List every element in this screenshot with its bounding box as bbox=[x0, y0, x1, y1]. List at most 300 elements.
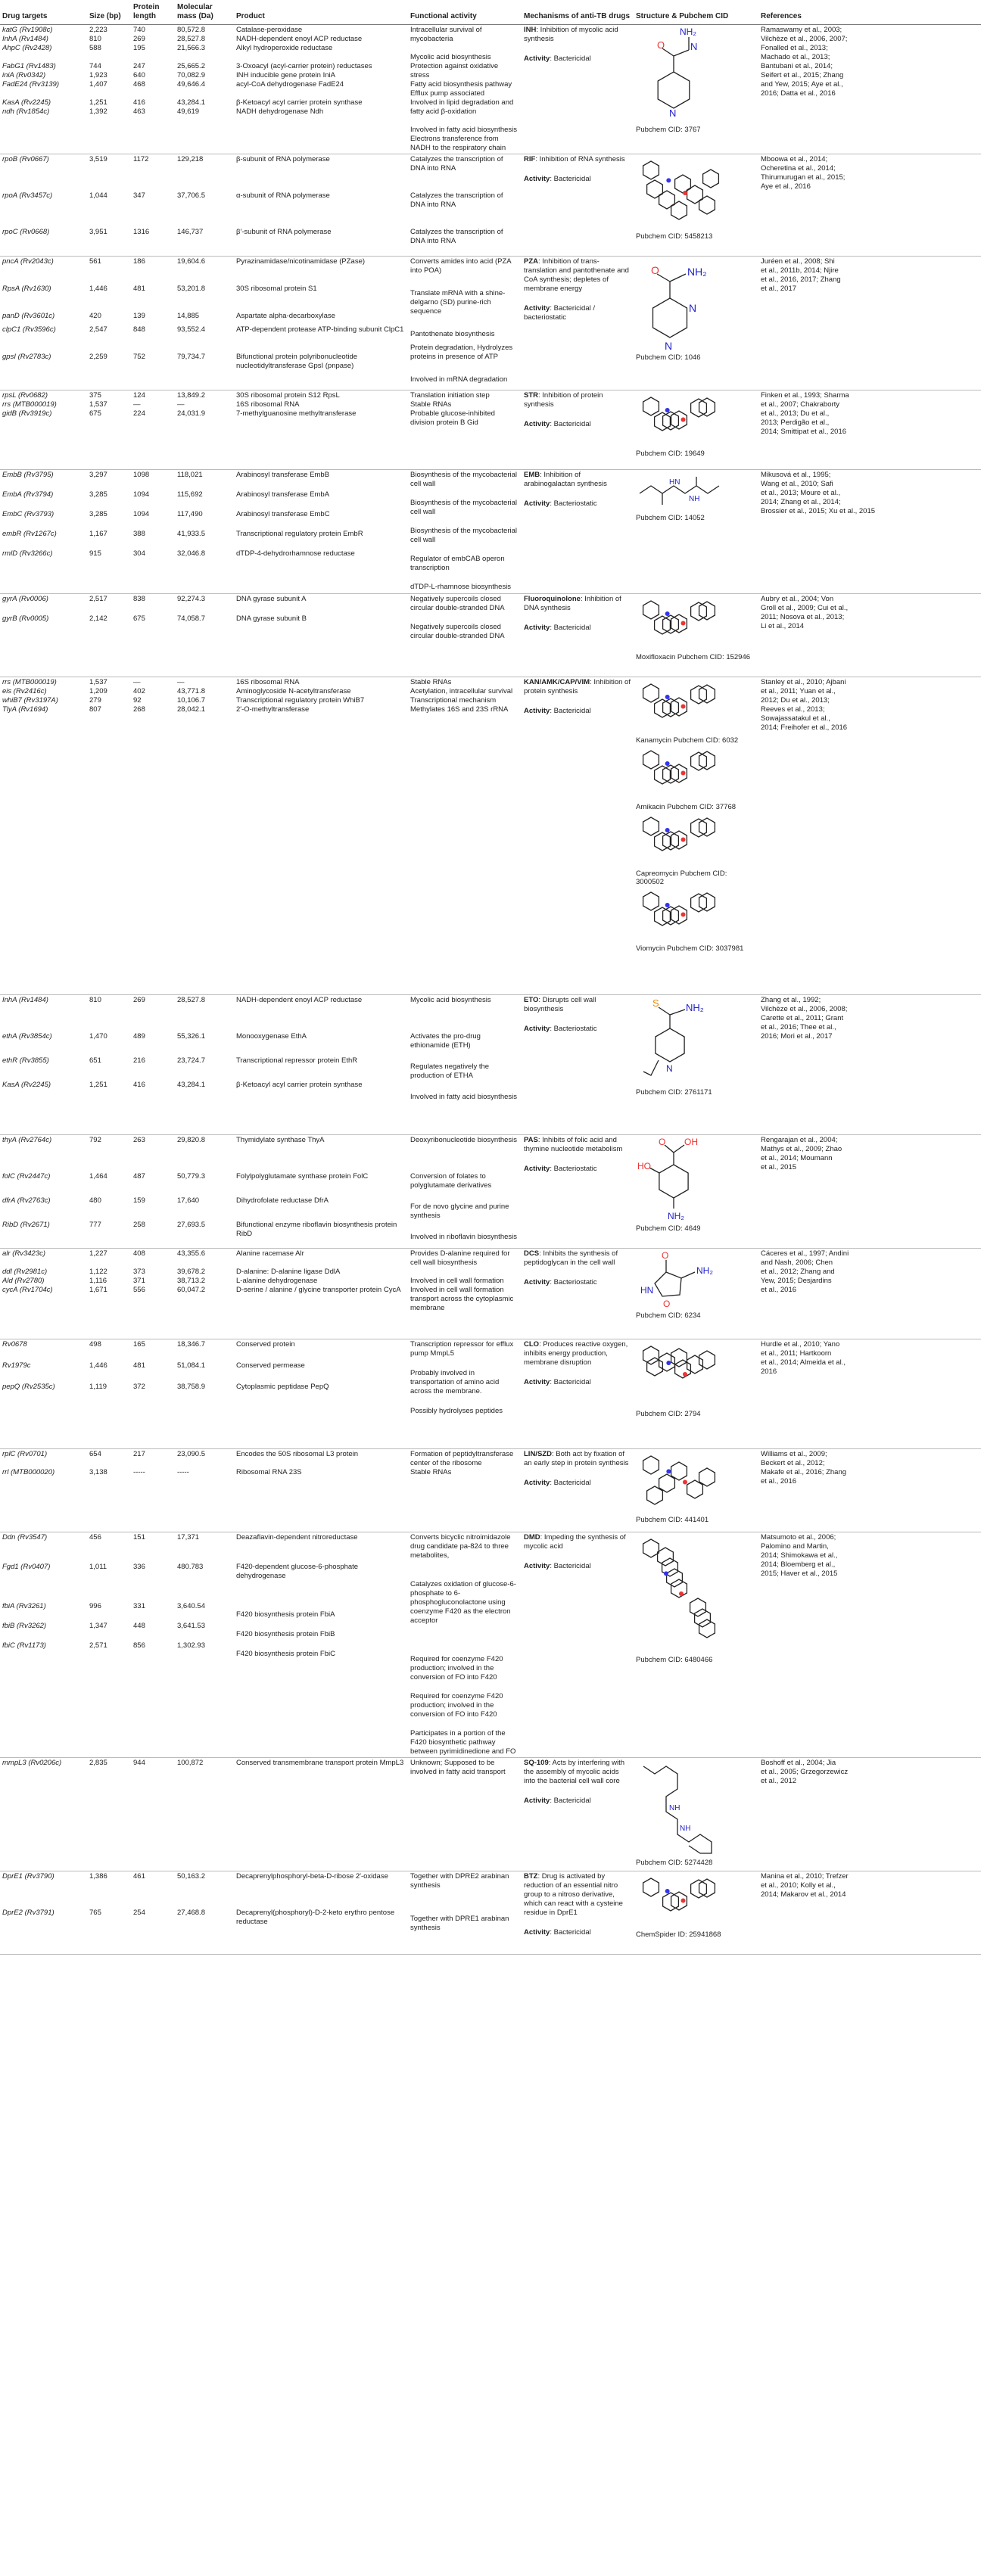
functional-activity-line: Unknown; Supposed to be involved in fatty acid transport bbox=[410, 1759, 506, 1776]
functional-activity-line: Involved in cell wall formation bbox=[410, 1277, 504, 1285]
activity-value: : Bactericidal bbox=[550, 420, 591, 428]
functional-activity-line: Transcription repressor for efflux pump MmpL5 bbox=[410, 1340, 514, 1358]
drug-target-line: rmlD (Rv3266c) bbox=[2, 549, 53, 558]
references-line: 2011; Nosova et al., 2013; bbox=[761, 613, 845, 621]
structure bbox=[634, 470, 758, 594]
molecular-mass-line: 32,046.8 bbox=[177, 549, 205, 558]
molecular-mass bbox=[175, 1758, 234, 1871]
product-line: Ribosomal RNA 23S bbox=[236, 1468, 302, 1476]
size-bp-line: 1,251 bbox=[89, 1081, 107, 1089]
structure-item bbox=[636, 471, 756, 522]
product-line: β′-subunit of RNA polymerase bbox=[236, 228, 332, 236]
molecular-mass-line: 27,693.5 bbox=[177, 1221, 205, 1229]
protein-length-line: 388 bbox=[133, 530, 145, 538]
size-bp-line: 2,835 bbox=[89, 1759, 107, 1767]
table-row bbox=[0, 1339, 981, 1449]
functional-activity-line: Negatively supercoils closed circular double-stranded DNA bbox=[410, 623, 505, 640]
svg-text:HN: HN bbox=[669, 478, 680, 487]
molecular-mass-line: 480.783 bbox=[177, 1563, 204, 1571]
functional-activity bbox=[408, 154, 522, 257]
molecular-mass-line: 24,031.9 bbox=[177, 409, 205, 418]
molecular-mass-line bbox=[177, 520, 232, 530]
svg-text:O: O bbox=[651, 264, 659, 276]
drug-target-line: ethR (Rv3855) bbox=[2, 1056, 49, 1065]
size-bp-line: 3,297 bbox=[89, 471, 107, 479]
drug-target bbox=[0, 995, 87, 1135]
molecular-mass-line: 41,933.5 bbox=[177, 530, 205, 538]
size-bp-line bbox=[89, 1209, 129, 1221]
functional-activity-line: Involved in lipid degradation and fatty acid β-oxidation bbox=[410, 98, 514, 116]
product-line: Arabinosyl transferase EmbC bbox=[236, 510, 330, 518]
drug-target-line: DprE1 (Rv3790) bbox=[2, 1872, 54, 1881]
size-bp-line: 915 bbox=[89, 549, 101, 558]
structure bbox=[634, 1532, 758, 1758]
svg-text:NH: NH bbox=[680, 1825, 691, 1833]
product-line: NADH-dependent enoyl ACP reductase bbox=[236, 35, 363, 43]
references bbox=[758, 594, 981, 677]
size-bp-line bbox=[89, 1884, 129, 1896]
chemical-structure-icon bbox=[636, 811, 730, 868]
structure bbox=[634, 1449, 758, 1532]
functional-activity-line bbox=[410, 210, 519, 228]
protein-length-line: 752 bbox=[133, 353, 145, 361]
drug-target-line: ddl (Rv2981c) bbox=[2, 1268, 48, 1276]
structure-item bbox=[636, 595, 756, 661]
references-line: Li et al., 2014 bbox=[761, 622, 805, 630]
col-header: Protein length bbox=[131, 0, 175, 25]
drug-name: BTZ bbox=[524, 1872, 538, 1881]
drug-name: Fluoroquinolone bbox=[524, 595, 581, 603]
size-bp-line: 1,044 bbox=[89, 191, 107, 200]
molecular-mass-line bbox=[177, 1148, 232, 1160]
drug-name: DMD bbox=[524, 1533, 540, 1542]
product-line: Decaprenyl(phosphoryl)-D-2-keto erythro pentose reductase bbox=[236, 1909, 395, 1926]
table-row bbox=[0, 257, 981, 390]
size-bp-line bbox=[89, 1592, 129, 1602]
mechanism-text: : Acts by interfering with the assembly of mycolic acids into the bacterial cell wall core bbox=[524, 1759, 625, 1785]
functional-activity-line: Required for coenzyme F420 production; involved in the conversion of FO into F420 bbox=[410, 1655, 503, 1682]
drug-target-line: RpsA (Rv1630) bbox=[2, 285, 51, 293]
product-line: Bifunctional enzyme riboflavin biosynthesis protein RibD bbox=[236, 1221, 397, 1238]
protein-length-line: 556 bbox=[133, 1286, 145, 1294]
molecular-mass-line bbox=[177, 1543, 232, 1553]
size-bp bbox=[87, 1532, 131, 1758]
functional-activity-line: Protein degradation, Hydrolyzes proteins in presence of ATP bbox=[410, 344, 513, 361]
molecular-mass-line: 23,724.7 bbox=[177, 1056, 205, 1065]
drug-target-line: thyA (Rv2764c) bbox=[2, 1136, 52, 1144]
molecular-mass-line: 60,047.2 bbox=[177, 1286, 205, 1294]
drug-target bbox=[0, 1449, 87, 1532]
molecular-mass-line bbox=[177, 173, 232, 191]
molecular-mass-line: 115,692 bbox=[177, 490, 203, 499]
size-bp-line bbox=[89, 540, 129, 549]
protein-length bbox=[131, 677, 175, 995]
functional-activity-line bbox=[410, 1050, 519, 1062]
drug-target bbox=[0, 470, 87, 594]
protein-length-line: 848 bbox=[133, 325, 145, 334]
product bbox=[234, 1871, 408, 1955]
protein-length-line: 254 bbox=[133, 1909, 145, 1917]
drug-target bbox=[0, 1532, 87, 1758]
protein-length-line: 402 bbox=[133, 687, 145, 695]
product-line: F420 biosynthesis protein FbiB bbox=[236, 1630, 335, 1638]
size-bp bbox=[87, 154, 131, 257]
drug-target-line: gpsI (Rv2783c) bbox=[2, 353, 51, 361]
size-bp-line bbox=[89, 1632, 129, 1641]
size-bp-line: 1,446 bbox=[89, 285, 107, 293]
molecular-mass-line: 43,284.1 bbox=[177, 1081, 205, 1089]
product bbox=[234, 390, 408, 470]
drug-target bbox=[0, 1135, 87, 1249]
protein-length-line: 640 bbox=[133, 71, 145, 79]
drug-target-line bbox=[2, 298, 85, 312]
drug-target-line bbox=[2, 210, 85, 228]
size-bp-line: 1,116 bbox=[89, 1277, 107, 1285]
product-line: 7-methylguanosine methyltransferase bbox=[236, 409, 357, 418]
structure-item bbox=[636, 678, 756, 745]
references-line: 2016; Mori et al., 2017 bbox=[761, 1032, 833, 1041]
size-bp bbox=[87, 995, 131, 1135]
protein-length-line bbox=[133, 1148, 173, 1160]
size-bp-line bbox=[89, 1258, 129, 1268]
protein-length-line: 151 bbox=[133, 1533, 145, 1542]
size-bp-line: 1,011 bbox=[89, 1563, 107, 1571]
protein-length-line bbox=[133, 1592, 173, 1602]
protein-length-line: 1098 bbox=[133, 471, 150, 479]
drug-name: KAN/AMK/CAP/VIM bbox=[524, 678, 590, 686]
mechanism bbox=[522, 1339, 634, 1449]
drug-target-line: rplC (Rv0701) bbox=[2, 1450, 48, 1458]
molecular-mass bbox=[175, 25, 234, 154]
drug-target-line: pepQ (Rv2535c) bbox=[2, 1383, 55, 1391]
structure-item bbox=[636, 1249, 756, 1320]
product-line bbox=[236, 271, 406, 285]
drug-target-line bbox=[2, 1160, 85, 1172]
svg-text:N: N bbox=[666, 1063, 673, 1074]
product-line: α-subunit of RNA polymerase bbox=[236, 191, 330, 200]
functional-activity-line bbox=[410, 573, 519, 583]
references-line: Wang et al., 2010; Safi bbox=[761, 480, 833, 488]
protein-length-line: 331 bbox=[133, 1602, 145, 1610]
drug-target-line bbox=[2, 1543, 85, 1553]
references-line: 2012; Du et al., 2013; bbox=[761, 696, 830, 705]
functional-activity-line bbox=[410, 1719, 519, 1729]
functional-activity-line bbox=[410, 517, 519, 527]
product bbox=[234, 677, 408, 995]
functional-activity-line: Converts amides into acid (PZA into POA) bbox=[410, 257, 512, 275]
drug-target-line: clpC1 (Rv3596c) bbox=[2, 325, 56, 334]
drug-target-line: fbiB (Rv3262) bbox=[2, 1622, 47, 1630]
drug-target-line: TlyA (Rv1694) bbox=[2, 705, 48, 714]
product-line: Decaprenylphosphoryl-beta-D-ribose 2′-oxidase bbox=[236, 1872, 388, 1881]
size-bp-line: 1,923 bbox=[89, 71, 107, 79]
size-bp-line: 1,464 bbox=[89, 1172, 107, 1181]
drug-target-line: embR (Rv1267c) bbox=[2, 530, 57, 538]
svg-text:O: O bbox=[662, 1250, 669, 1261]
product-line bbox=[236, 500, 406, 510]
mechanism-text: : Produces reactive oxygen, inhibits energy production, membrane disruption bbox=[524, 1340, 628, 1367]
structure-item bbox=[636, 996, 756, 1097]
structure-item bbox=[636, 1872, 756, 1939]
references-line: Fonalled et al., 2013; bbox=[761, 44, 828, 52]
drug-target-line: rpoC (Rv0668) bbox=[2, 228, 50, 236]
pubchem-cid: Capreomycin Pubchem CID: 3000502 bbox=[636, 870, 727, 886]
references-line: Bantubani et al., 2014; bbox=[761, 62, 833, 70]
size-bp bbox=[87, 1871, 131, 1955]
protein-length-line bbox=[133, 339, 173, 353]
references bbox=[758, 1249, 981, 1339]
references-line: et al., 2015 bbox=[761, 1163, 797, 1171]
protein-length-line bbox=[133, 1543, 173, 1553]
activity-value: : Bacteriostatic bbox=[550, 1025, 597, 1033]
product-line: DNA gyrase subunit A bbox=[236, 595, 307, 603]
size-bp-line: 498 bbox=[89, 1340, 101, 1349]
molecular-mass-line bbox=[177, 339, 232, 353]
activity-label: Activity bbox=[524, 54, 550, 63]
pubchem-cid: Moxifloxacin Pubchem CID: 152946 bbox=[636, 653, 751, 661]
size-bp-line bbox=[89, 1896, 129, 1909]
protein-length-line: 448 bbox=[133, 1622, 145, 1630]
protein-length-line bbox=[133, 481, 173, 490]
drug-target-line: Fgd1 (Rv0407) bbox=[2, 1563, 51, 1571]
references-line: Beckert et al., 2012; bbox=[761, 1459, 825, 1467]
references bbox=[758, 1449, 981, 1532]
functional-activity bbox=[408, 1449, 522, 1532]
protein-length-line: 463 bbox=[133, 107, 145, 116]
activity-value: : Bactericidal bbox=[550, 1562, 591, 1570]
functional-activity-line bbox=[410, 1160, 519, 1172]
drug-target bbox=[0, 154, 87, 257]
molecular-mass bbox=[175, 594, 234, 677]
structure bbox=[634, 1135, 758, 1249]
size-bp-line: 375 bbox=[89, 391, 101, 400]
product-line: NADH dehydrogenase Ndh bbox=[236, 107, 324, 116]
mechanism bbox=[522, 154, 634, 257]
activity-label: Activity bbox=[524, 1797, 550, 1805]
references-line: and Yew, 2015; Aye et al., bbox=[761, 80, 843, 89]
product-line bbox=[236, 1351, 406, 1361]
size-bp-line bbox=[89, 1160, 129, 1172]
references bbox=[758, 1871, 981, 1955]
chemical-structure-icon bbox=[636, 1872, 730, 1929]
references-line: 2014; Smittipat et al., 2016 bbox=[761, 428, 847, 436]
molecular-mass-line: 3,641.53 bbox=[177, 1622, 205, 1630]
mechanism bbox=[522, 1532, 634, 1758]
drug-target-line bbox=[2, 1209, 85, 1221]
molecular-mass-line: 100,872 bbox=[177, 1759, 204, 1767]
size-bp-line: 279 bbox=[89, 696, 101, 705]
references-line: Groll et al., 2009; Cui et al., bbox=[761, 604, 849, 612]
size-bp-line: 2,517 bbox=[89, 595, 107, 603]
drug-target-line bbox=[2, 1582, 85, 1592]
mechanism-text: : Inhibition of RNA synthesis bbox=[535, 155, 625, 163]
activity-value: : Bactericidal / bacteriostatic bbox=[524, 304, 595, 322]
mechanism bbox=[522, 677, 634, 995]
size-bp-line: 1,470 bbox=[89, 1032, 107, 1041]
molecular-mass bbox=[175, 1249, 234, 1339]
functional-activity-line: transport across the cytoplasmic membrane bbox=[410, 1295, 514, 1312]
size-bp-line bbox=[89, 500, 129, 510]
protein-length-line bbox=[133, 1044, 173, 1056]
mechanism bbox=[522, 1758, 634, 1871]
protein-length-line bbox=[133, 210, 173, 228]
product-line: 30S ribosomal protein S12 RpsL bbox=[236, 391, 340, 400]
table-row bbox=[0, 25, 981, 154]
product-line bbox=[236, 1372, 406, 1383]
molecular-mass-line bbox=[177, 1884, 232, 1896]
chemical-structure-icon bbox=[636, 471, 727, 512]
molecular-mass-line bbox=[177, 1632, 232, 1641]
protein-length-line bbox=[133, 1209, 173, 1221]
protein-length-line: 408 bbox=[133, 1249, 145, 1258]
structure-item bbox=[636, 257, 756, 362]
protein-length-line bbox=[133, 1372, 173, 1383]
size-bp-line bbox=[89, 520, 129, 530]
size-bp-line bbox=[89, 339, 129, 353]
functional-activity-line: Translate mRNA with a shine-delgarno (SD) purine-rich sequence bbox=[410, 289, 506, 316]
molecular-mass bbox=[175, 1339, 234, 1449]
protein-length-line: 263 bbox=[133, 1136, 145, 1144]
size-bp-line: 996 bbox=[89, 1602, 101, 1610]
drug-target-line bbox=[2, 1184, 85, 1196]
structure bbox=[634, 390, 758, 470]
molecular-mass-line: 43,355.6 bbox=[177, 1249, 205, 1258]
molecular-mass-line: 28,527.8 bbox=[177, 996, 205, 1004]
functional-activity-line bbox=[410, 1570, 519, 1580]
protein-length-line: 487 bbox=[133, 1172, 145, 1181]
activity-value: : Bactericidal bbox=[550, 1378, 591, 1386]
mechanism-text: : Inhibition of protein synthesis bbox=[524, 391, 603, 409]
svg-text:O: O bbox=[657, 39, 665, 51]
drug-target-line bbox=[2, 1020, 85, 1032]
product-line: ATP-dependent protease ATP-binding subunit ClpC1 bbox=[236, 325, 404, 334]
references bbox=[758, 677, 981, 995]
drug-target-line: cycA (Rv1704c) bbox=[2, 1286, 53, 1294]
references bbox=[758, 1135, 981, 1249]
functional-activity-line: Involved in fatty acid biosynthesis bbox=[410, 1093, 517, 1101]
functional-activity-line bbox=[410, 1190, 519, 1202]
molecular-mass-line bbox=[177, 1020, 232, 1032]
references-line: et al., 2011b, 2014; Njire bbox=[761, 266, 839, 275]
mechanism-text: : Inhibition of protein synthesis bbox=[524, 678, 631, 695]
svg-text:NH₂: NH₂ bbox=[680, 26, 696, 37]
references-line: Mboowa et al., 2014; bbox=[761, 155, 828, 163]
functional-activity-line: Participates in a portion of the F420 biosynthetic pathway between pyrimidinedione and FO bbox=[410, 1729, 516, 1756]
drug-target-line bbox=[2, 1044, 85, 1056]
size-bp-line: 807 bbox=[89, 705, 101, 714]
functional-activity-line: Biosynthesis of the mycobacterial cell wall bbox=[410, 471, 517, 488]
product-line bbox=[236, 1884, 406, 1896]
functional-activity-line: Negatively supercoils closed circular double-stranded DNA bbox=[410, 595, 505, 612]
references-line: et al., 2007; Chakraborty bbox=[761, 400, 840, 409]
size-bp-line: 777 bbox=[89, 1221, 101, 1229]
size-bp-line: 1,407 bbox=[89, 80, 107, 89]
table-row bbox=[0, 594, 981, 677]
functional-activity-line: Activates the pro-drug ethionamide (ETH) bbox=[410, 1032, 481, 1050]
drug-target-line bbox=[2, 1632, 85, 1641]
product bbox=[234, 257, 408, 390]
functional-activity-line: Stable RNAs bbox=[410, 400, 452, 409]
drug-target-line: EmbC (Rv3793) bbox=[2, 510, 54, 518]
activity-label: Activity bbox=[524, 1479, 550, 1487]
size-bp-line: 3,138 bbox=[89, 1468, 107, 1476]
size-bp-line: 1,446 bbox=[89, 1361, 107, 1370]
pubchem-cid: Pubchem CID: 6480466 bbox=[636, 1656, 713, 1664]
table-header-row bbox=[0, 0, 981, 25]
drug-target-line bbox=[2, 1008, 85, 1020]
product bbox=[234, 1249, 408, 1339]
product bbox=[234, 25, 408, 154]
protein-length-line: 416 bbox=[133, 98, 145, 107]
mechanism-text: : Inhibits of folic acid and thymine nucleotide metabolism bbox=[524, 1136, 623, 1153]
functional-activity-line: Acetylation, intracellular survival bbox=[410, 687, 513, 695]
molecular-mass-line: 43,284.1 bbox=[177, 98, 205, 107]
references-line: 2014; Freihofer et al., 2016 bbox=[761, 723, 848, 732]
references-line: and Nash, 2006; Chen bbox=[761, 1258, 833, 1267]
chemical-structure-icon bbox=[636, 1759, 719, 1857]
product-line bbox=[236, 1640, 406, 1650]
product-line: Cytoplasmic peptidase PepQ bbox=[236, 1383, 329, 1391]
drug-name: STR bbox=[524, 391, 538, 400]
protein-length-line: 1094 bbox=[133, 510, 150, 518]
references-line: 2013; Perdigão et al., bbox=[761, 418, 830, 427]
chemical-structure-icon bbox=[636, 996, 719, 1087]
product bbox=[234, 1758, 408, 1871]
functional-activity-line: Involved in mRNA degradation bbox=[410, 375, 508, 384]
molecular-mass bbox=[175, 677, 234, 995]
protein-length-line: 856 bbox=[133, 1641, 145, 1650]
activity-label: Activity bbox=[524, 1928, 550, 1937]
drug-name: EMB bbox=[524, 471, 540, 479]
size-bp-line bbox=[89, 298, 129, 312]
product bbox=[234, 470, 408, 594]
molecular-mass-line bbox=[177, 210, 232, 228]
functional-activity-line bbox=[410, 117, 519, 126]
functional-activity-line bbox=[410, 545, 519, 555]
drug-target-line: fbiC (Rv1173) bbox=[2, 1641, 46, 1650]
molecular-mass bbox=[175, 257, 234, 390]
size-bp bbox=[87, 1758, 131, 1871]
product-line: Aspartate alpha-decarboxylase bbox=[236, 312, 335, 320]
references-line: Sowajassatakul et al., bbox=[761, 714, 830, 723]
product-line: Alkyl hydroperoxide reductase bbox=[236, 44, 333, 52]
size-bp-line: 420 bbox=[89, 312, 101, 320]
size-bp bbox=[87, 677, 131, 995]
chemical-structure-icon bbox=[636, 26, 712, 124]
mechanism-text: : Drug is activated by reduction of an essential nitro group to a nitroso derivative, which can react with a cysteine residue in DprE1 bbox=[524, 1872, 623, 1917]
protein-length bbox=[131, 1871, 175, 1955]
product-line: Pyrazinamidase/nicotinamidase (PZase) bbox=[236, 257, 366, 266]
structure-item bbox=[636, 391, 756, 458]
references-line: Ramaswamy et al., 2003; bbox=[761, 26, 842, 34]
activity-label: Activity bbox=[524, 175, 550, 183]
molecular-mass bbox=[175, 1449, 234, 1532]
functional-activity-line: Catalyzes the transcription of DNA into RNA bbox=[410, 228, 503, 245]
size-bp-line bbox=[89, 89, 129, 98]
size-bp bbox=[87, 390, 131, 470]
functional-activity bbox=[408, 257, 522, 390]
size-bp-line bbox=[89, 605, 129, 614]
activity-label: Activity bbox=[524, 304, 550, 313]
protein-length-line: 268 bbox=[133, 705, 145, 714]
drug-target-line bbox=[2, 1258, 85, 1268]
product-line bbox=[236, 1553, 406, 1563]
molecular-mass bbox=[175, 154, 234, 257]
molecular-mass-line: 50,779.3 bbox=[177, 1172, 205, 1181]
size-bp-line bbox=[89, 271, 129, 285]
structure bbox=[634, 677, 758, 995]
protein-length-line: 216 bbox=[133, 1056, 145, 1065]
